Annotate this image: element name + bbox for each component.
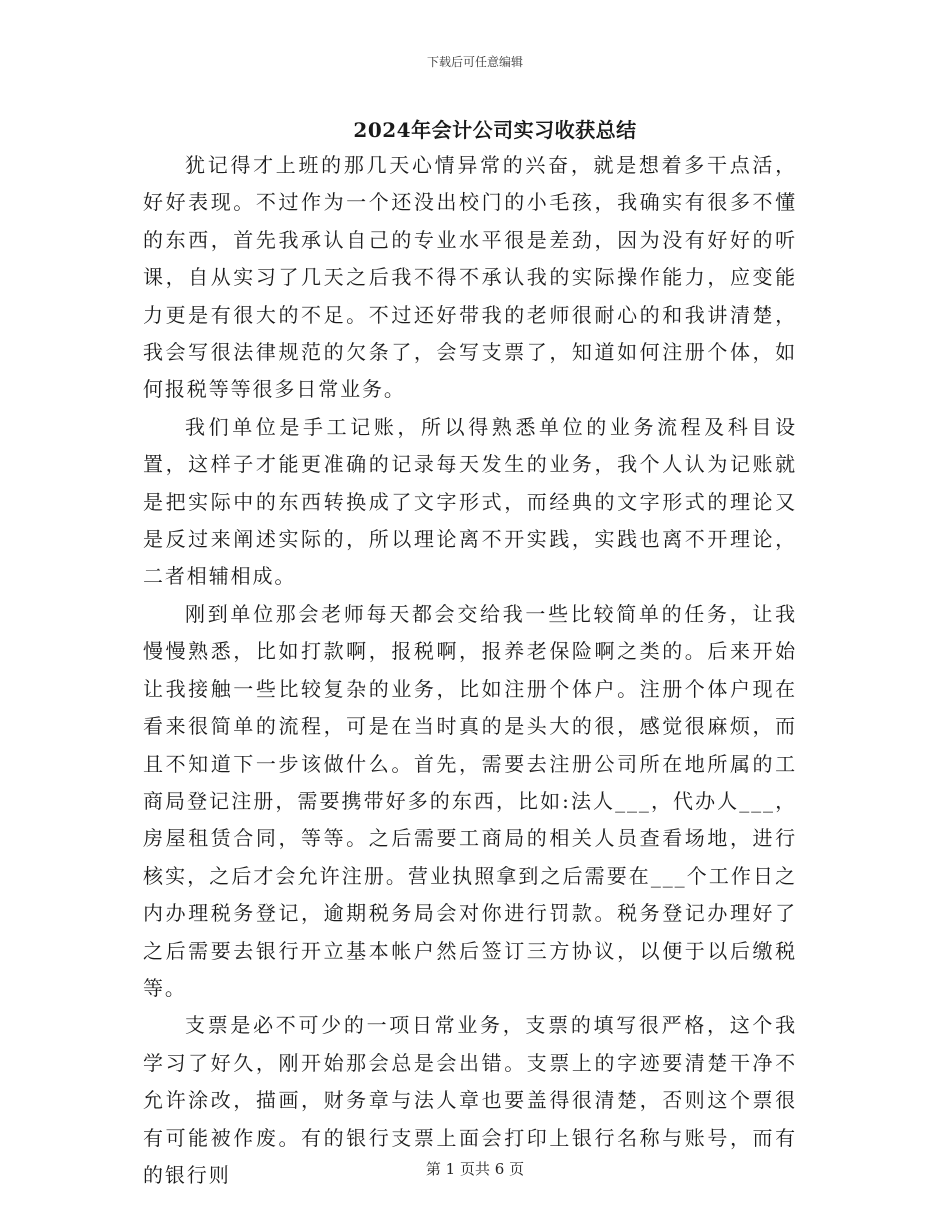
paragraph-1: 犹记得才上班的那几天心情异常的兴奋，就是想着多干点活，好好表现。不过作为一个还没出校门的小毛孩，我确实有很多不懂的东西，首先我承认自己的专业水平很是差劲，因为没有好好的听课，自从实习了几天之后我不得不承认我的实际操作能力，应变能力更是有很大的不足。不过还好带我的老师很耐心的和我讲清楚，我会写很法律规范的欠条了，会写支票了，知道如何注册个体，如何报税等等很多日常业务。 <box>143 153 797 402</box>
page-number: 第 1 页共 6 页 <box>425 1160 525 1178</box>
paragraph-4: 支票是必不可少的一项日常业务，支票的填写很严格，这个我学习了好久，刚开始那会总是会出错。支票上的字迹要清楚干净不允许涂改，描画，财务章与法人章也要盖得很清楚，否则这个票很有可能被作废。有的银行支票上面会打印上银行名称与账号，而有的银行则 <box>143 1013 797 1187</box>
document-body <box>143 147 797 1194</box>
paragraph-3: 刚到单位那会老师每天都会交给我一些比较简单的任务，让我慢慢熟悉，比如打款啊，报税啊，报养老保险啊之类的。后来开始让我接触一些比较复杂的业务，比如注册个体户。注册个体户现在看来很简单的流程，可是在当时真的是头大的很，感觉很麻烦，而且不知道下一步该做什么。首先，需要去注册公司所在地所属的工商局登记注册，需要携带好多的东西，比如:法人___，代办人___，房屋租赁合同，等等。之后需要工商局的相关人员查看场地，进行核实，之后才会允许注册。营业执照拿到之后需要在___个工作日之内办理税务登记，逾期税务局会对你进行罚款。税务登记办理好了之后需要去银行开立基本帐户然后签订三方协议，以便于以后缴税等。 <box>143 601 797 1000</box>
download-note: 下载后可任意编辑 <box>426 55 523 69</box>
document-title: 2024年会计公司实习收获总结 <box>353 118 637 142</box>
paragraph-2: 我们单位是手工记账，所以得熟悉单位的业务流程及科目设置，这样子才能更准确的记录每天发生的业务，我个人认为记账就是把实际中的东西转换成了文字形式，而经典的文字形式的理论又是反过来阐述实际的，所以理论离不开实践，实践也离不开理论，二者相辅相成。 <box>143 414 797 589</box>
